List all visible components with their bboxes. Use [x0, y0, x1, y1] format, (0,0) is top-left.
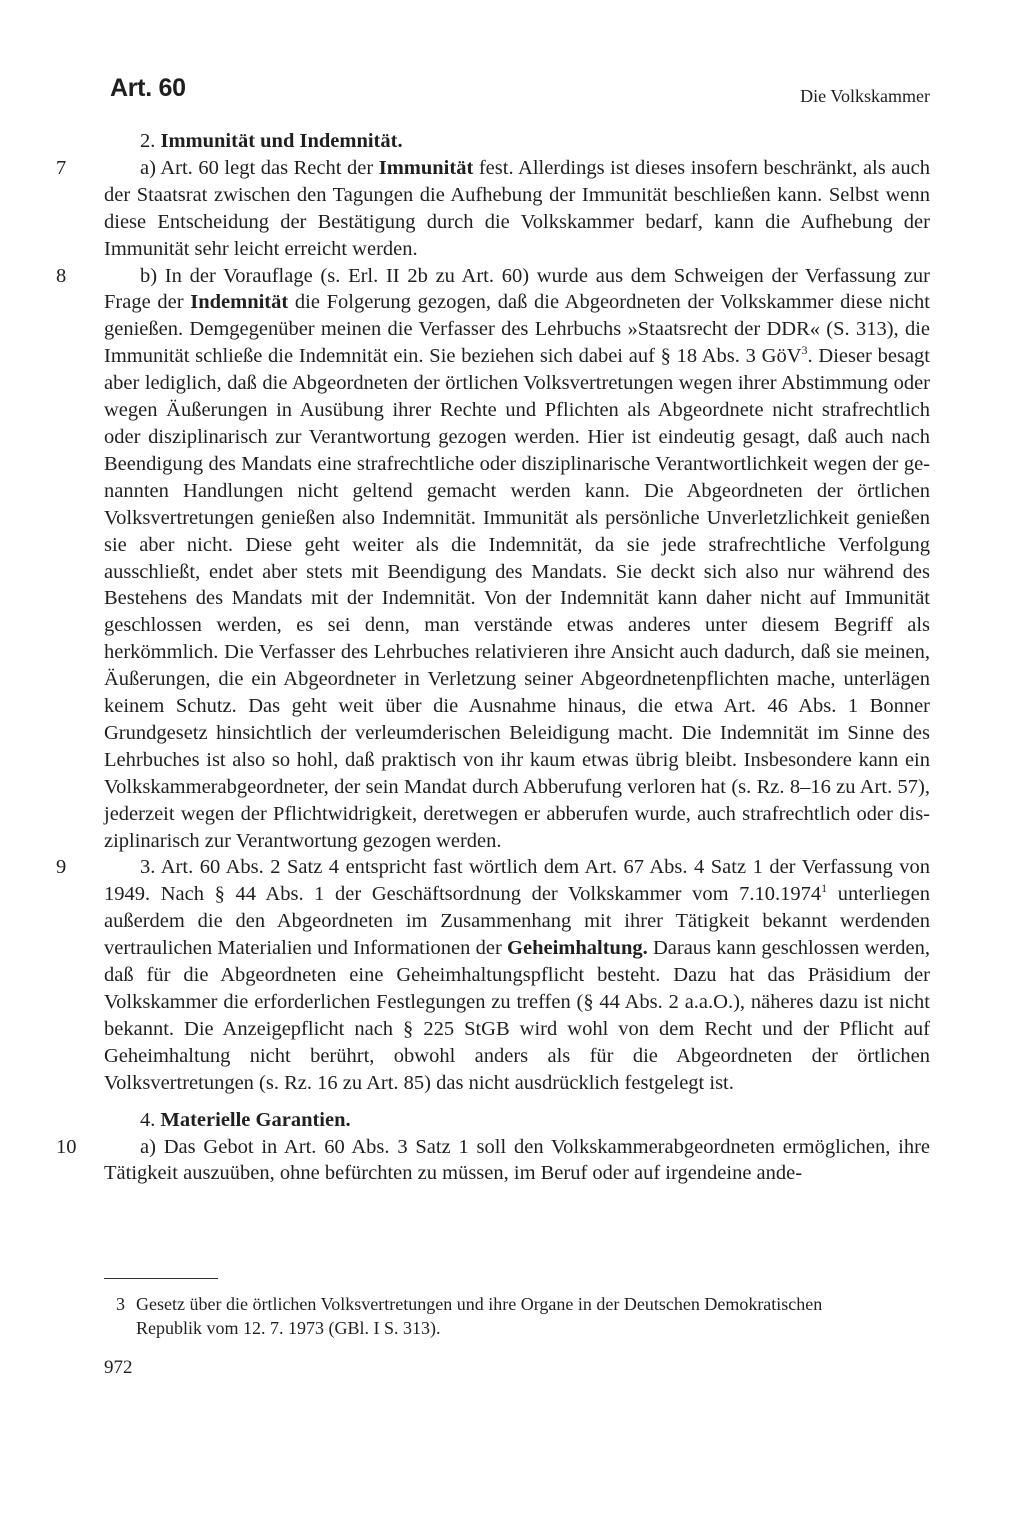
footnote-number: 3: [116, 1294, 125, 1314]
text-run: die Folgerung gezogen, daß die Abgeordneten der Volkskammer diese nicht genießen. Demgegenüber meinen die Verfasser des Lehrbuchs »Staatsrecht der DDR« (S. 313), die Immunität schließe die Indemnität ein. Sie beziehen sich dabei auf § 18 Abs. 3 GöV: [104, 291, 930, 368]
text-run: a) Art. 60 legt das Recht der: [140, 156, 379, 179]
footnote-divider: [104, 1278, 218, 1279]
text-run: a) Das Gebot in Art. 60 Abs. 3 Satz 1 soll den Volkskammerabgeordneten ermöglichen, ihre Tätigkeit auszuüben, ohne befürchten zu müssen, im Beruf oder auf irgendeine ande-: [104, 1135, 930, 1185]
margin-number: 9: [56, 856, 67, 879]
text-run: unterliegen außerdem die den Abgeordneten im Zusammenhang mit ihrer Tätigkeit bekannt werdenden vertraulichen Materialien und Informationen der: [104, 883, 930, 960]
section-title: Immunität und Indemnität.: [160, 130, 403, 152]
bold-term: Indemnität: [190, 291, 289, 314]
footnote-ref: 1: [821, 881, 828, 896]
bold-term: Geheimhaltung.: [507, 937, 648, 960]
margin-number: 10: [56, 1135, 77, 1158]
text-run: fest. Allerdings ist dieses insofern beschränkt, als auch der Staatsrat zwischen den Tagungen die Aufhebung der Immunität beschließen kann. Selbst wenn diese Entscheidung der Bestätigung durch die Volkskammer bedarf, kann die Aufhebung der Immunität sehr leicht erreicht werden.: [104, 156, 930, 260]
text-run: b) In der Vorauflage (s. Erl. II 2b zu Art. 60) wurde aus dem Schweigen der Verfassung zur Frage der: [104, 264, 930, 314]
article-header: Art. 60: [110, 74, 186, 102]
margin-number: 8: [56, 264, 67, 287]
section-number: 4.: [140, 1108, 156, 1131]
paragraph-7: [56, 155, 930, 263]
paragraph-8: [56, 263, 931, 855]
section-heading-2: [104, 128, 930, 155]
text-run: . Dieser besagt aber lediglich, daß die Abgeordneten der örtlichen Volksvertretungen wegen ihrer Abstimmung oder wegen Äußerungen in Ausübung ihrer Rechte und Pflichten als Abgeordnete nicht strafrechtlich oder disziplinarisch zur Verantwortung gezogen werden. Hier ist eindeutig gesagt, daß auch nach Beendigung des Mandats eine strafrechtliche oder disziplinarische Verantwortlichkeit wegen der genannten Handlungen nicht geltend gemacht werden kann. Die Abgeordneten der örtlichen Volksvertretungen genießen also Indemnität. Immunität als persönliche Unverletzlichkeit genießen sie aber nicht. Diese geht weiter als die Indemnität, da sie jede strafrechtliche Verfolgung ausschließt, endet aber stets mit Beendigung des Mandats. Sie deckt sich also nur während des Bestehens des Mandats mit der Indemnität. Von der Indemnität kann daher nicht auf Immunität geschlossen werden, es sei denn, man verstände etwas anderes unter diesem Begriff als herkömmlich. Die Verfasser des Lehrbuches relativieren ihre Ansicht auch dadurch, daß sie meinen, Äußerungen, die ein Abgeordneter in Verletzung seiner Abgeordnetenpflichten mache, unterlägen keinem Schutz. Das geht weit über die Ausnahme hinaus, die etwa Art. 46 Abs. 1 Bonner Grundgesetz hinsichtlich der verleumderischen Beleidigung macht. Die Indemnität im Sinne des Lehrbuches ist also so hohl, daß praktisch von ihr kaum etwas übrig bleibt. Insbesondere kann ein Volkskammerabgeordneter, der sein Mandat durch Abberufung verloren hat (s. Rz. 8–16 zu Art. 57), jederzeit wegen der Pflichtwidrigkeit, deretwegen er abberufen wurde, auch strafrechtlich oder disziplinarisch zur Verantwortung gezogen werden.: [104, 345, 931, 852]
paragraph-9: [56, 854, 930, 1096]
footnote-text-continued: Republik vom 12. 7. 1973 (GBl. I S. 313).: [136, 1318, 441, 1338]
footnote-text: Gesetz über die örtlichen Volksvertretungen und ihre Organe in der Deutschen Demokratischen: [136, 1294, 823, 1314]
footnote-ref: 3: [801, 343, 808, 358]
footnote: [116, 1292, 924, 1340]
section-title: Materielle Garantien.: [160, 1108, 351, 1131]
section-number: 2.: [140, 130, 156, 152]
section-heading-4: [104, 1107, 930, 1134]
running-title: Die Volkskammer: [800, 86, 930, 106]
bold-term: Immunität: [378, 156, 474, 179]
page-number: 972: [104, 1357, 133, 1378]
text-run: Daraus kann geschlossen werden, daß für die Abgeordneten eine Geheimhaltungspflicht besteht. Dazu hat das Präsidium der Volkskammer die erforderlichen Festlegungen zu treffen (§ 44 Abs. 2 a.a.O.), näheres dazu ist nicht bekannt. Die Anzeigepflicht nach § 225 StGB wird wohl von dem Recht und der Pflicht auf Geheimhaltung nicht berührt, obwohl anders als für die Abgeordneten der örtlichen Volksvertretungen (s. Rz. 16 zu Art. 85) das nicht ausdrücklich festgelegt ist.: [104, 937, 930, 1094]
paragraph-10: [56, 1134, 930, 1188]
main-text: [56, 128, 931, 1187]
text-run: 3. Art. 60 Abs. 2 Satz 4 entspricht fast wörtlich dem Art. 67 Abs. 4 Satz 1 der Verfassung von 1949. Nach § 44 Abs. 1 der Geschäftsordnung der Volkskammer vom 7.10.1974: [104, 856, 930, 906]
margin-number: 7: [56, 156, 67, 179]
